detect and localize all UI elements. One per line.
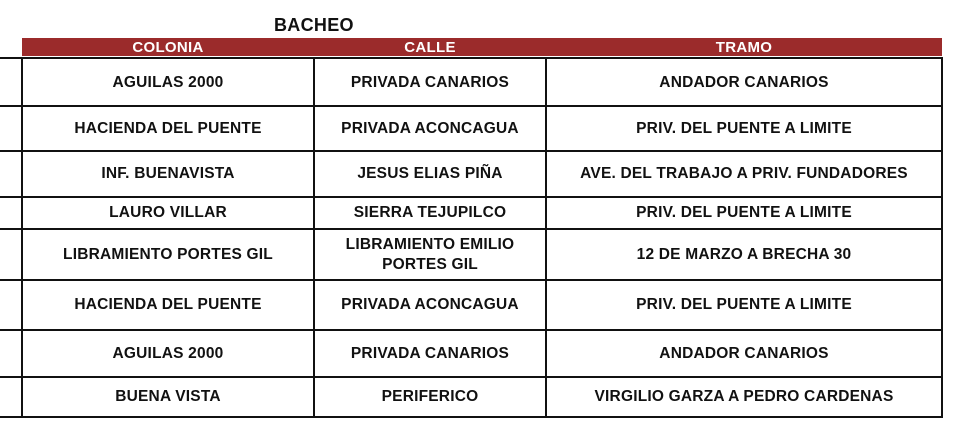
cell-colonia	[22, 330, 314, 377]
cell-text: INF. BUENAVISTA	[101, 165, 235, 182]
table-row	[22, 106, 942, 151]
page-title: BACHEO	[274, 15, 354, 35]
cell-text: LIBRAMIENTO EMILIO PORTES GIL	[345, 235, 515, 273]
cell-tramo	[546, 229, 942, 280]
row-divider	[0, 376, 942, 378]
row-divider	[0, 196, 942, 198]
row-divider	[0, 228, 942, 230]
cell-text: 12 DE MARZO A BRECHA 30	[636, 245, 852, 263]
column-divider	[941, 57, 943, 418]
cell-text: AGUILAS 2000	[112, 344, 224, 362]
cell-text: PRIV. DEL PUENTE A LIMITE	[636, 296, 852, 313]
cell-tramo	[546, 280, 942, 330]
cell-tramo	[546, 197, 942, 229]
cell-colonia	[22, 106, 314, 151]
cell-text: PERIFERICO	[381, 388, 479, 405]
table-row	[22, 197, 942, 229]
cell-tramo	[546, 59, 942, 106]
cell-text: PRIVADA ACONCAGUA	[341, 119, 519, 137]
cell-colonia	[22, 197, 314, 229]
cell-text: SIERRA TEJUPILCO	[353, 204, 507, 221]
cell-colonia	[22, 151, 314, 197]
cell-text: PRIVADA ACONCAGUA	[341, 296, 519, 313]
cell-calle	[314, 229, 546, 280]
table-row	[22, 151, 942, 197]
row-divider	[0, 416, 942, 418]
cell-calle	[314, 106, 546, 151]
cell-calle	[314, 330, 546, 377]
cell-tramo	[546, 151, 942, 197]
cell-colonia	[22, 377, 314, 417]
cell-text: AGUILAS 2000	[112, 73, 224, 91]
cell-text: AVE. DEL TRABAJO A PRIV. FUNDADORES	[580, 165, 908, 182]
table-row	[22, 377, 942, 417]
cell-text: JESUS ELIAS PIÑA	[357, 165, 503, 182]
row-divider	[0, 150, 942, 152]
table-row	[22, 59, 942, 106]
cell-colonia	[22, 280, 314, 330]
cell-text: VIRGILIO GARZA A PEDRO CARDENAS	[594, 388, 894, 405]
cell-text: PRIVADA CANARIOS	[350, 73, 510, 91]
cell-text: ANDADOR CANARIOS	[659, 73, 829, 91]
cell-text: LIBRAMIENTO PORTES GIL	[63, 245, 273, 263]
cell-calle	[314, 59, 546, 106]
cell-text: ANDADOR CANARIOS	[659, 344, 829, 362]
cell-text: PRIVADA CANARIOS	[350, 344, 510, 362]
table-row	[22, 280, 942, 330]
column-header-colonia: COLONIA	[132, 39, 204, 56]
cell-tramo	[546, 106, 942, 151]
cell-text: PRIV. DEL PUENTE A LIMITE	[636, 119, 852, 137]
cell-calle	[314, 280, 546, 330]
cell-text: HACIENDA DEL PUENTE	[74, 296, 262, 313]
cell-calle	[314, 151, 546, 197]
cell-calle	[314, 377, 546, 417]
row-divider	[0, 57, 942, 59]
column-header-calle: CALLE	[404, 39, 456, 56]
cell-tramo	[546, 377, 942, 417]
cell-text: PRIV. DEL PUENTE A LIMITE	[636, 204, 852, 221]
cell-text: BUENA VISTA	[115, 388, 221, 405]
cell-colonia	[22, 229, 314, 280]
column-divider	[313, 57, 315, 418]
column-divider	[545, 57, 547, 418]
row-divider	[0, 105, 942, 107]
table-header	[22, 38, 942, 56]
table-row	[22, 229, 942, 280]
column-header-tramo: TRAMO	[715, 39, 773, 56]
cell-tramo	[546, 330, 942, 377]
table-row	[22, 330, 942, 377]
cell-text: LAURO VILLAR	[109, 204, 227, 221]
row-divider	[0, 329, 942, 331]
cell-text: HACIENDA DEL PUENTE	[74, 119, 262, 137]
row-divider	[0, 279, 942, 281]
cell-calle	[314, 197, 546, 229]
cell-colonia	[22, 59, 314, 106]
column-divider	[21, 57, 23, 418]
